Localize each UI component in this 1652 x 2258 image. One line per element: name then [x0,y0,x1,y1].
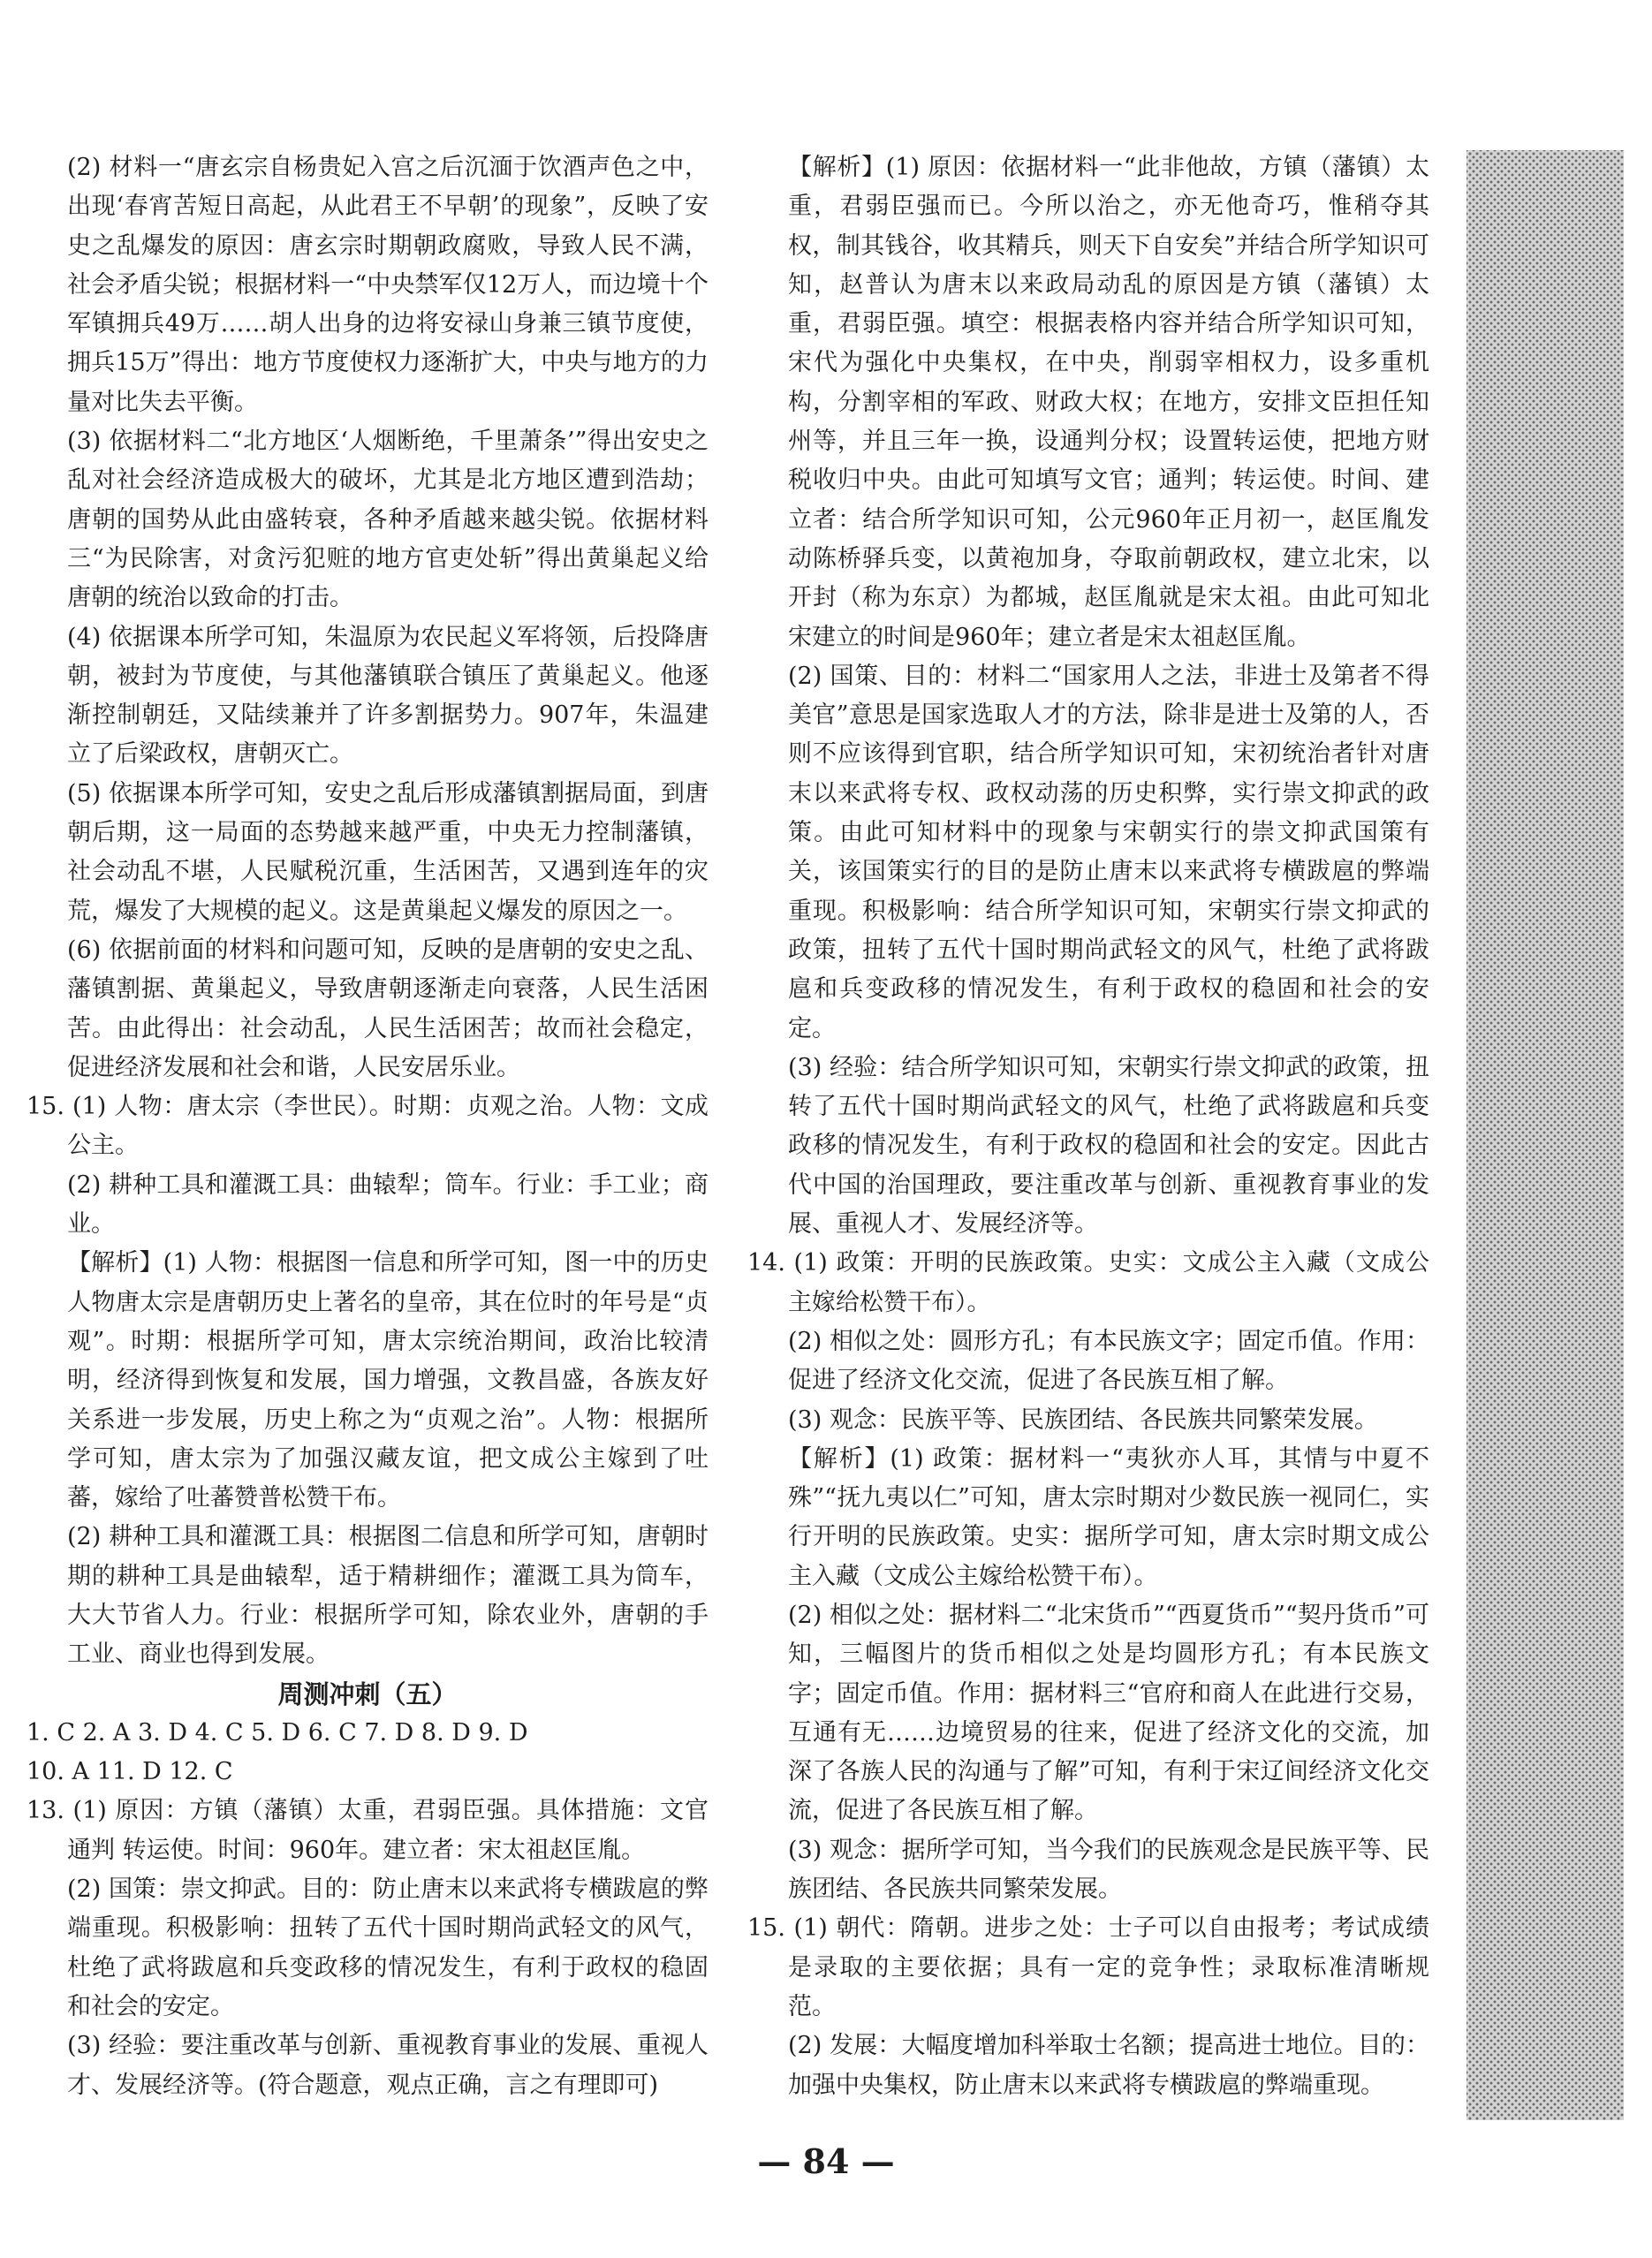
analysis-paragraph: (2) 耕种工具和灌溉工具：根据图二信息和所学可知，唐朝时期的耕种工具是曲辕犁，适于精耕细作；灌溉工具为筒车，大大节省人力。行业：根据所学可知，除农业外，唐朝的手工业、商业也得到发展。 [67,1523,709,1669]
answer-paragraph: (2) 材料一“唐玄宗自杨贵妃入宫之后沉湎于饮酒声色之中，出现‘春宵苦短日高起，从此君王不早朝’的现象”，反映了安史之乱爆发的原因：唐玄宗时期朝政腐败，导致人民不满，社会矛盾尖锐；根据材料一“中央禁军仅12万人，而边境十个军镇拥兵49万……胡人出身的边将安禄山身兼三镇节度使，拥兵15万”得出：地方节度使权力逐渐扩大，中央与地方的力量对比失去平衡。 [67,154,709,416]
right-column [747,148,1429,2105]
question-answer: 15. (1) 人物：唐太宗（李世民）。时期：贞观之治。人物：文成公主。 [27,1093,709,1160]
answer-paragraph: (6) 依据前面的材料和问题可知，反映的是唐朝的安史之乱、藩镇割据、黄巢起义，导致唐朝逐渐走向衰落，人民生活困苦。由此得出：社会动乱，人民生活困苦；故而社会稳定，促进经济发展和社会和谐，人民安居乐业。 [67,936,709,1081]
section-heading: 周测冲刺（五） [277,1678,458,1709]
question-answer: 14. (1) 政策：开明的民族政策。史实：文成公主入藏（文成公主嫁给松赞干布）。 [747,1249,1429,1316]
question-answer: 13. (1) 原因：方镇（藩镇）太重，君弱臣强。具体措施：文官 通判 转运使。时间：960年。建立者：宋太祖赵匡胤。 [27,1797,709,1864]
analysis-paragraph: (2) 相似之处：据材料二“北宋货币”“西夏货币”“契丹货币”可知，三幅图片的货币相似之处是均圆形方孔；有本民族文字；固定币值。作用：据材料三“官府和商人在此进行交易，互通有无……边境贸易的往来，促进了经济文化的交流，加深了各族人民的沟通与了解”可知，有利于宋辽间经济文化交流，促进了各民族互相了解。 [788,1601,1429,1825]
answer-paragraph: (2) 国策：崇文抑武。目的：防止唐末以来武将专横跋扈的弊端重现。积极影响：扭转了五代十国时期尚武轻文的风气，杜绝了武将跋扈和兵变政移的情况发生，有利于政权的稳固和社会的安定。 [67,1875,709,2020]
analysis-paragraph: (3) 经验：结合所学知识可知，宋朝实行崇文抑武的政策，扭转了五代十国时期尚武轻文的风气，杜绝了武将跋扈和兵变政移的情况发生，有利于政权的稳固和社会的安定。因此古代中国的治国理政，要注重改革与创新、重视教育事业的发展、重视人才、发展经济等。 [788,1053,1429,1239]
answer-paragraph: (2) 发展：大幅度增加科举取士名额；提高进士地位。目的：加强中央集权，防止唐末以来武将专横跋扈的弊端重现。 [788,2032,1429,2099]
analysis-paragraph: 【解析】(1) 政策：据材料一“夷狄亦人耳，其情与中夏不殊”“抚九夷以仁”可知，唐太宗时期对少数民族一视同仁，实行开明的民族政策。史实：据所学可知，唐太宗时期文成公主入藏（文成公主嫁给松赞干布）。 [788,1444,1429,1590]
page-number: — 84 — [757,2141,895,2181]
choice-answers: 1. C 2. A 3. D 4. C 5. D 6. C 7. D 8. D 9. D [27,1718,528,1747]
answer-paragraph: (3) 依据材料二“北方地区‘人烟断绝，千里萧条’”得出安史之乱对社会经济造成极大的破坏，尤其是北方地区遭到浩劫；唐朝的国势从此由盛转衰，各种矛盾越来越尖锐。依据材料三“为民除害，对贪污犯赃的地方官吏处斩”得出黄巢起义给唐朝的统治以致命的打击。 [67,428,709,612]
analysis-paragraph: (2) 国策、目的：材料二“国家用人之法，非进士及第者不得美官”意思是国家选取人才的方法，除非是进士及第的人，否则不应该得到官职，结合所学知识可知，宋初统治者针对唐末以来武将专权、政权动荡的历史积弊，实行崇文抑武的政策。由此可知材料中的现象与宋朝实行的崇文抑武国策有关，该国策实行的目的是防止唐末以来武将专横跋扈的弊端重现。积极影响：结合所学知识可知，宋朝实行崇文抑武的政策，扭转了五代十国时期尚武轻文的风气，杜绝了武将跋扈和兵变政移的情况发生，有利于政权的稳固和社会的安定。 [788,662,1429,1042]
page-edge-halftone-strip [1466,150,1624,2120]
answer-paragraph: (3) 经验：要注重改革与创新、重视教育事业的发展、重视人才、发展经济等。(符合题意，观点正确，言之有理即可) [67,2032,709,2099]
answer-paragraph: (3) 观念：民族平等、民族团结、各民族共同繁荣发展。 [788,1406,1378,1434]
analysis-paragraph: 【解析】(1) 原因：依据材料一“此非他故，方镇（藩镇）太重，君弱臣强而已。今所以治之，亦无他奇巧，惟稍夺其权，制其钱谷，收其精兵，则天下自安矣”并结合所学知识可知，赵普认为唐末以来政局动乱的原因是方镇（藩镇）太重，君弱臣强。填空：根据表格内容并结合所学知识可知，宋代为强化中央集权，在中央，削弱宰相权力，设多重机构，分割宰相的军政、财政大权；在地方，安排文臣担任知州等，并且三年一换，设通判分权；设置转运使，把地方财税收归中央。由此可知填写文官；通判；转运使。时间、建立者：结合所学知识可知，公元960年正月初一，赵匡胤发动陈桥驿兵变，以黄袍加身，夺取前朝政权，建立北宋，以开封（称为东京）为都城，赵匡胤就是宋太祖。由此可知北宋建立的时间是960年；建立者是宋太祖赵匡胤。 [788,154,1429,651]
answer-paragraph: (5) 依据课本所学可知，安史之乱后形成藩镇割据局面，到唐朝后期，这一局面的态势越来越严重，中央无力控制藩镇，社会动乱不堪，人民赋税沉重，生活困苦，又遇到连年的灾荒，爆发了大规模的起义。这是黄巢起义爆发的原因之一。 [67,779,709,925]
question-answer: 15. (1) 朝代：隋朝。进步之处：士子可以自由报考；考试成绩是录取的主要依据；具有一定的竞争性；录取标准清晰规范。 [747,1914,1429,2020]
answer-paragraph: (2) 耕种工具和灌溉工具：曲辕犁；筒车。行业：手工业；商业。 [67,1171,709,1239]
analysis-paragraph: 【解析】(1) 人物：根据图一信息和所学可知，图一中的历史人物唐太宗是唐朝历史上著名的皇帝，其在位时的年号是“贞观”。时期：根据所学可知，唐太宗统治期间，政治比较清明，经济得到恢复和发展，国力增强，文教昌盛，各族友好关系进一步发展，历史上称之为“贞观之治”。人物：根据所学可知，唐太宗为了加强汉藏友谊，把文成公主嫁到了吐蕃，嫁给了吐蕃赞普松赞干布。 [67,1249,709,1512]
choice-answers: 10. A 11. D 12. C [27,1758,233,1786]
analysis-paragraph: (3) 观念：据所学可知，当今我们的民族观念是民族平等、民族团结、各民族共同繁荣发展。 [788,1836,1429,1904]
answer-paragraph: (2) 相似之处：圆形方孔；有本民族文字；固定币值。作用：促进了经济文化交流，促进了各民族互相了解。 [788,1327,1429,1395]
answer-paragraph: (4) 依据课本所学可知，朱温原为农民起义军将领，后投降唐朝，被封为节度使，与其他藩镇联合镇压了黄巢起义。他逐渐控制朝廷，又陆续兼并了许多割据势力。907年，朱温建立了后梁政权，唐朝灭亡。 [67,623,709,769]
left-column [27,148,709,2105]
